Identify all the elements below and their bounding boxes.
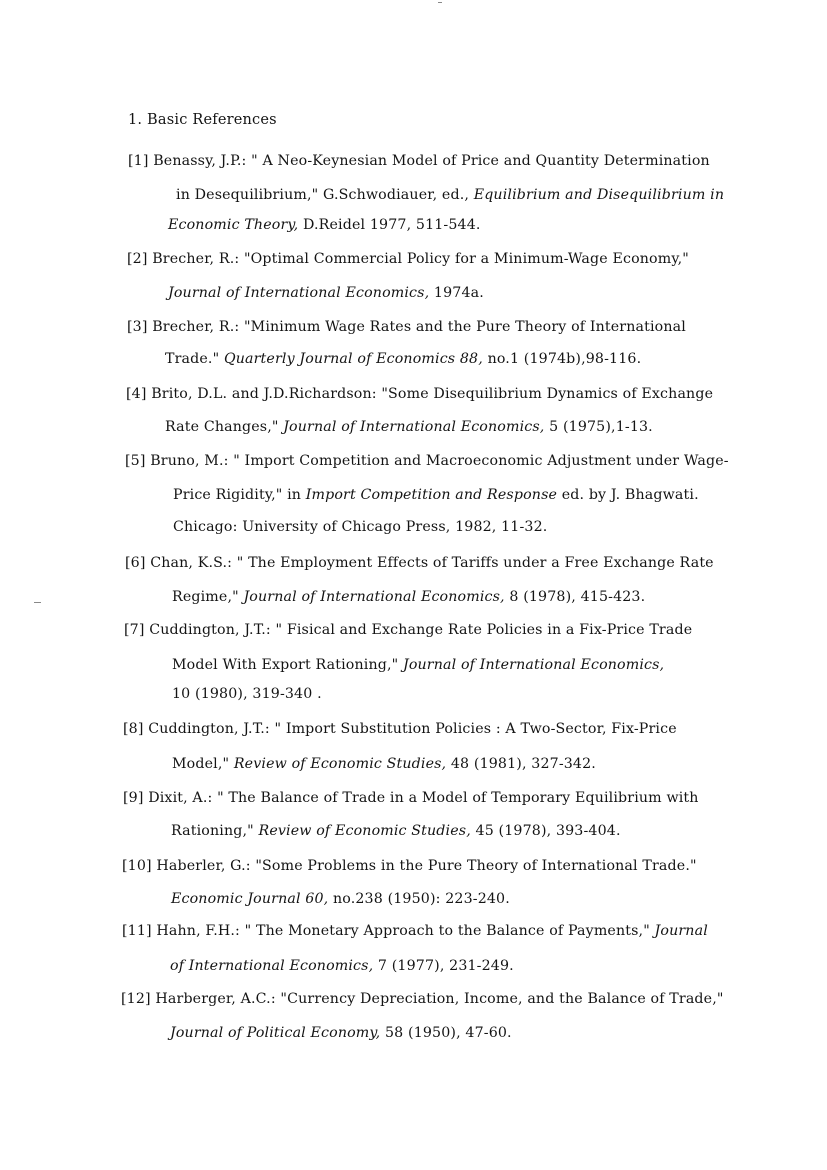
- reference-continuation: Rationing," Review of Economic Studies, 45 (1978), 393-404.: [171, 823, 621, 839]
- reference-entry: [7] Cuddington, J.T.: " Fisical and Exchange Rate Policies in a Fix-Price Trade: [124, 622, 693, 638]
- reference-continuation: Model," Review of Economic Studies, 48 (1981), 327-342.: [172, 756, 596, 772]
- italic-title: Import Competition and Response: [305, 487, 558, 503]
- reference-entry: [8] Cuddington, J.T.: " Import Substitution Policies : A Two-Sector, Fix-Price: [123, 721, 677, 737]
- italic-title: of International Economics,: [170, 958, 374, 974]
- section-heading: 1. Basic References: [128, 112, 277, 128]
- reference-entry: [6] Chan, K.S.: " The Employment Effects of Tariffs under a Free Exchange Rate: [125, 555, 714, 571]
- reference-continuation: of International Economics, 7 (1977), 231-249.: [170, 958, 514, 974]
- reference-entry: [9] Dixit, A.: " The Balance of Trade in a Model of Temporary Equilibrium with: [123, 790, 699, 806]
- italic-title: Equilibrium and Disequilibrium in: [473, 187, 725, 203]
- italic-title: Review of Economic Studies,: [258, 823, 471, 839]
- reference-entry: [12] Harberger, A.C.: "Currency Depreciation, Income, and the Balance of Trade,": [121, 991, 724, 1007]
- reference-continuation: Trade." Quarterly Journal of Economics 88, no.1 (1974b),98-116.: [165, 351, 642, 367]
- italic-title: Review of Economic Studies,: [233, 756, 447, 772]
- reference-entry: [1] Benassy, J.P.: " A Neo-Keynesian Model of Price and Quantity Determination: [128, 153, 710, 169]
- reference-continuation: Journal of Political Economy, 58 (1950), 47-60.: [170, 1025, 512, 1041]
- reference-entry: [11] Hahn, F.H.: " The Monetary Approach to the Balance of Payments," Journal: [122, 923, 708, 939]
- reference-entry: [2] Brecher, R.: "Optimal Commercial Policy for a Minimum-Wage Economy,": [127, 251, 689, 267]
- reference-continuation: 10 (1980), 319-340 .: [172, 686, 322, 702]
- reference-continuation: Price Rigidity," in Import Competition and Response ed. by J. Bhagwati.: [173, 487, 699, 503]
- italic-title: Journal: [654, 923, 708, 939]
- reference-continuation: Economic Theory, D.Reidel 1977, 511-544.: [168, 217, 481, 233]
- italic-title: Economic Journal 60,: [171, 891, 329, 907]
- reference-continuation: Economic Journal 60, no.238 (1950): 223-240.: [171, 891, 510, 907]
- reference-continuation: Regime," Journal of International Economics, 8 (1978), 415-423.: [172, 589, 646, 605]
- italic-title: Economic Theory,: [168, 217, 299, 233]
- reference-continuation: Journal of International Economics, 1974a.: [168, 285, 484, 301]
- italic-title: Journal of International Economics,: [243, 589, 505, 605]
- reference-continuation: Model With Export Rationing," Journal of International Economics,: [172, 657, 665, 673]
- italic-title: Journal of International Economics,: [402, 657, 665, 673]
- reference-continuation: in Desequilibrium," G.Schwodiauer, ed., Equilibrium and Disequilibrium in: [176, 187, 725, 203]
- reference-entry: [3] Brecher, R.: "Minimum Wage Rates and the Pure Theory of International: [127, 319, 686, 335]
- italic-title: Journal of Political Economy,: [170, 1025, 381, 1041]
- italic-title: Quarterly Journal of Economics 88,: [223, 351, 483, 367]
- reference-entry: [10] Haberler, G.: "Some Problems in the Pure Theory of International Trade.": [122, 858, 697, 874]
- reference-entry: [4] Brito, D.L. and J.D.Richardson: "Some Disequilibrium Dynamics of Exchange: [126, 386, 714, 402]
- reference-entry: [5] Bruno, M.: " Import Competition and Macroeconomic Adjustment under Wage-: [125, 453, 729, 469]
- italic-title: Journal of International Economics,: [283, 419, 545, 435]
- italic-title: Journal of International Economics,: [168, 285, 430, 301]
- reference-continuation: Chicago: University of Chicago Press, 1982, 11-32.: [173, 519, 548, 535]
- reference-continuation: Rate Changes," Journal of International Economics, 5 (1975),1-13.: [165, 419, 653, 435]
